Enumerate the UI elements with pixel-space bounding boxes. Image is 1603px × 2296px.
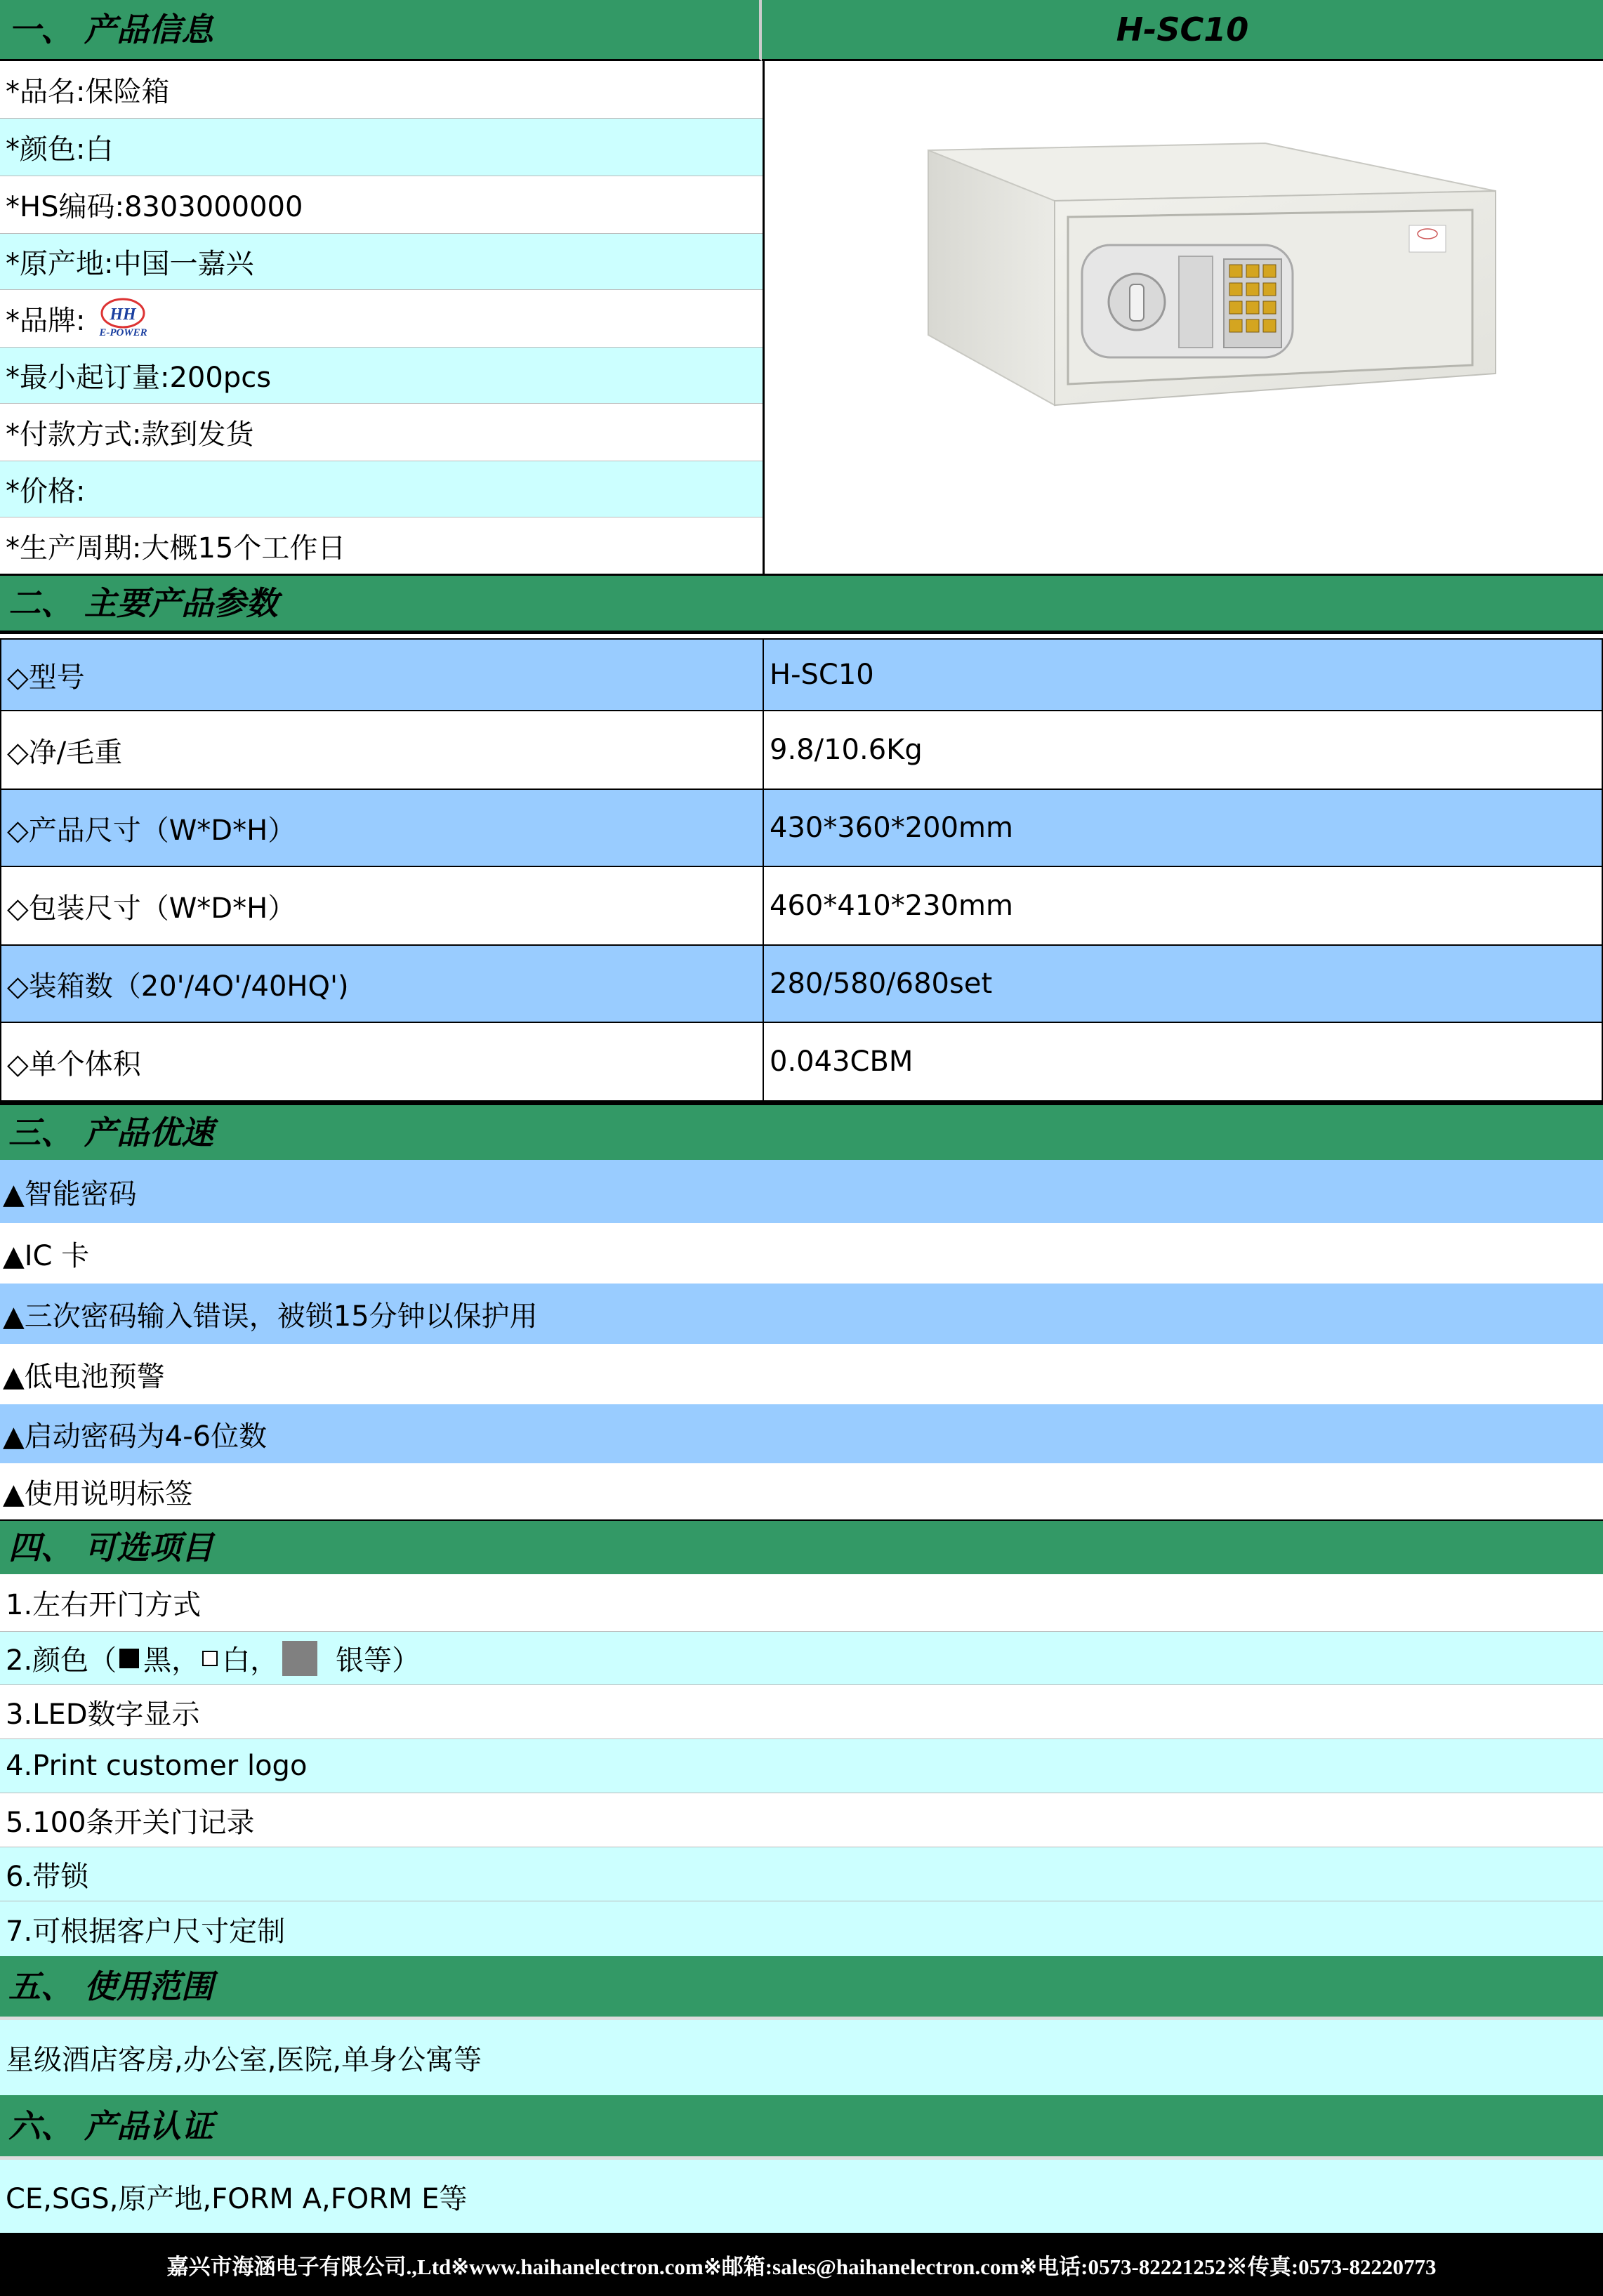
usage-text: 星级酒店客房,办公室,医院,单身公寓等 <box>0 2020 1603 2095</box>
brand-logo-icon <box>93 298 152 331</box>
option-item: 4.Print customer logo <box>0 1739 1603 1793</box>
black-swatch-icon <box>119 1649 139 1668</box>
info-row-lead-time: *生产周期:大概15个工作日 <box>0 517 764 574</box>
feature-item: ▲IC 卡 <box>0 1223 1603 1284</box>
param-value-model: H-SC10 <box>764 638 1603 711</box>
param-label-volume: ◇单个体积 <box>0 1023 764 1102</box>
certification-text: CE,SGS,原产地,FORM A,FORM E等 <box>0 2160 1603 2233</box>
silver-swatch-icon <box>282 1641 317 1676</box>
section1-title: 一、 产品信息 <box>0 0 762 61</box>
model-header: H-SC10 <box>762 0 1603 61</box>
info-row-name: *品名:保险箱 <box>0 61 764 119</box>
option-item-colors <box>0 1632 1603 1685</box>
info-row-moq: *最小起订量:200pcs <box>0 348 764 404</box>
footer-contact: 嘉兴市海涵电子有限公司.,Ltd※www.haihanelectron.com※邮箱:sales@haihanelectron.com※电话:0573-82221252※传真:0573-82220773 <box>166 2254 1437 2279</box>
feature-item: ▲启动密码为4-6位数 <box>0 1404 1603 1463</box>
safe-illustration <box>765 61 1603 574</box>
param-label-weight: ◇净/毛重 <box>0 711 764 790</box>
feature-item: ▲智能密码 <box>0 1160 1603 1223</box>
product-image <box>765 61 1603 574</box>
option-item: 5.100条开关门记录 <box>0 1793 1603 1847</box>
section2-title: 二、 主要产品参数 <box>0 574 1603 634</box>
param-value-product-size: 430*360*200mm <box>764 790 1603 867</box>
section4-title: 四、 可选项目 <box>0 1519 1603 1574</box>
feature-item: ▲低电池预警 <box>0 1344 1603 1404</box>
info-row-origin: *原产地:中国一嘉兴 <box>0 234 764 290</box>
param-label-container-qty: ◇装箱数（20'/4O'/40HQ') <box>0 946 764 1023</box>
info-row-hs-code: *HS编码:8303000000 <box>0 176 764 234</box>
footer-bar <box>0 2233 1603 2296</box>
color-silver-label: 银等） <box>336 1644 421 1677</box>
section6-title: 六、 产品认证 <box>0 2095 1603 2160</box>
section3-title: 三、 产品优速 <box>0 1102 1603 1160</box>
white-swatch-icon <box>202 1651 218 1666</box>
svg-text:HH: HH <box>110 305 137 324</box>
option-item: 6.带锁 <box>0 1847 1603 1901</box>
color-white-label: 白， <box>222 1644 279 1677</box>
feature-item: ▲使用说明标签 <box>0 1463 1603 1519</box>
feature-item: ▲三次密码输入错误，被锁15分钟以保护用 <box>0 1284 1603 1344</box>
color-prefix: 2.颜色（ <box>6 1644 117 1677</box>
param-value-container-qty: 280/580/680set <box>764 946 1603 1023</box>
param-label-product-size: ◇产品尺寸（W*D*H） <box>0 790 764 867</box>
params-table <box>0 634 1603 1102</box>
info-row-brand <box>0 290 764 348</box>
info-row-payment: *付款方式:款到发货 <box>0 404 764 461</box>
param-value-volume: 0.043CBM <box>764 1023 1603 1102</box>
option-item: 7.可根据客户尺寸定制 <box>0 1901 1603 1956</box>
color-black-label: 黑， <box>143 1644 200 1677</box>
brand-logo <box>93 298 152 339</box>
section5-title: 五、 使用范围 <box>0 1956 1603 2020</box>
info-row-price: *价格: <box>0 461 764 517</box>
param-value-package-size: 460*410*230mm <box>764 867 1603 946</box>
option-item: 1.左右开门方式 <box>0 1574 1603 1632</box>
param-label-model: ◇型号 <box>0 638 764 711</box>
brand-label: *品牌: <box>6 305 86 337</box>
option-item: 3.LED数字显示 <box>0 1685 1603 1739</box>
brand-logo-sub: E-POWER <box>99 327 147 338</box>
info-row-color: *颜色:白 <box>0 119 764 176</box>
param-label-package-size: ◇包装尺寸（W*D*H） <box>0 867 764 946</box>
param-value-weight: 9.8/10.6Kg <box>764 711 1603 790</box>
